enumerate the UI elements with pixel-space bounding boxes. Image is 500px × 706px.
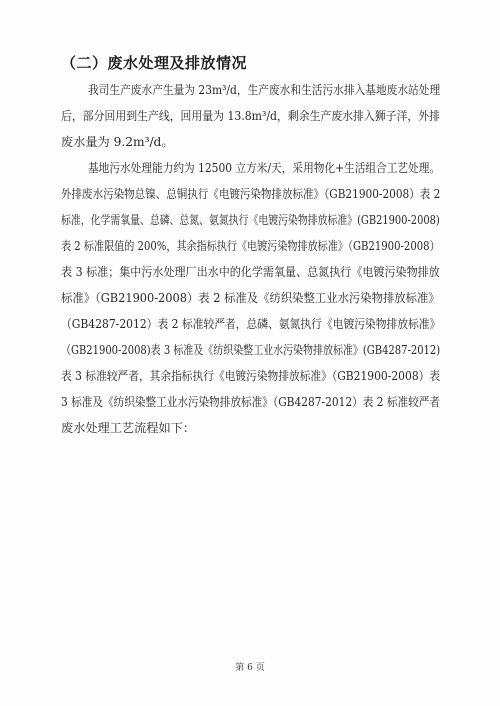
body-line: 外排废水污染物总镍、总铜执行《电镀污染物排放标准》（GB21900-2008）表 2	[61, 187, 441, 201]
body-line: （GB21900-2008)表 3 标准及《纺织染整工业水污染物排放标准》(GB4287-2012)	[61, 343, 441, 357]
page-number: 第 6 页	[235, 663, 265, 673]
body-line: 后，部分回用到生产线，回用量为 13.8m³/d，剩余生产废水排入狮子洋，外排	[61, 109, 441, 123]
body-line: 我司生产废水产生量为 23m³/d，生产废水和生活污水排入基地废水站处理	[88, 83, 441, 97]
body-line: 表 3 标准；集中污水处理厂出水中的化学需氧量、总氮执行《电镀污染物排放	[61, 265, 440, 279]
body-line: 基地污水处理能力约为 12500 立方米/天，采用物化+生活组合工艺处理。	[88, 161, 441, 175]
body-line: （GB4287-2012）表 2 标准较严者，总磷、氨氮执行《电镀污染物排放标准》	[61, 317, 441, 331]
body-line: 标准，化学需氧量、总磷、总氮、氨氮执行《电镀污染物排放标准》(GB21900-2008)	[61, 213, 440, 227]
body-line: 表 2 标准限值的 200%，其余指标执行《电镀污染物排放标准》（GB21900-2008）	[61, 239, 440, 253]
body-line: 废水量为 9.2m³/d。	[61, 135, 174, 149]
body-line: 3 标准及《纺织染整工业水污染物排放标准》（GB4287-2012）表 2 标准较严者	[61, 395, 440, 409]
body-line: 标准》（GB21900-2008）表 2 标准及《纺织染整工业水污染物排放标准》	[61, 291, 440, 305]
section-heading: （二）废水处理及排放情况	[61, 54, 248, 72]
body-line: 表 3 标准较严者，其余指标执行《电镀污染物排放标准》（GB21900-2008）表	[61, 369, 441, 383]
body-line: 废水处理工艺流程如下：	[61, 421, 196, 435]
